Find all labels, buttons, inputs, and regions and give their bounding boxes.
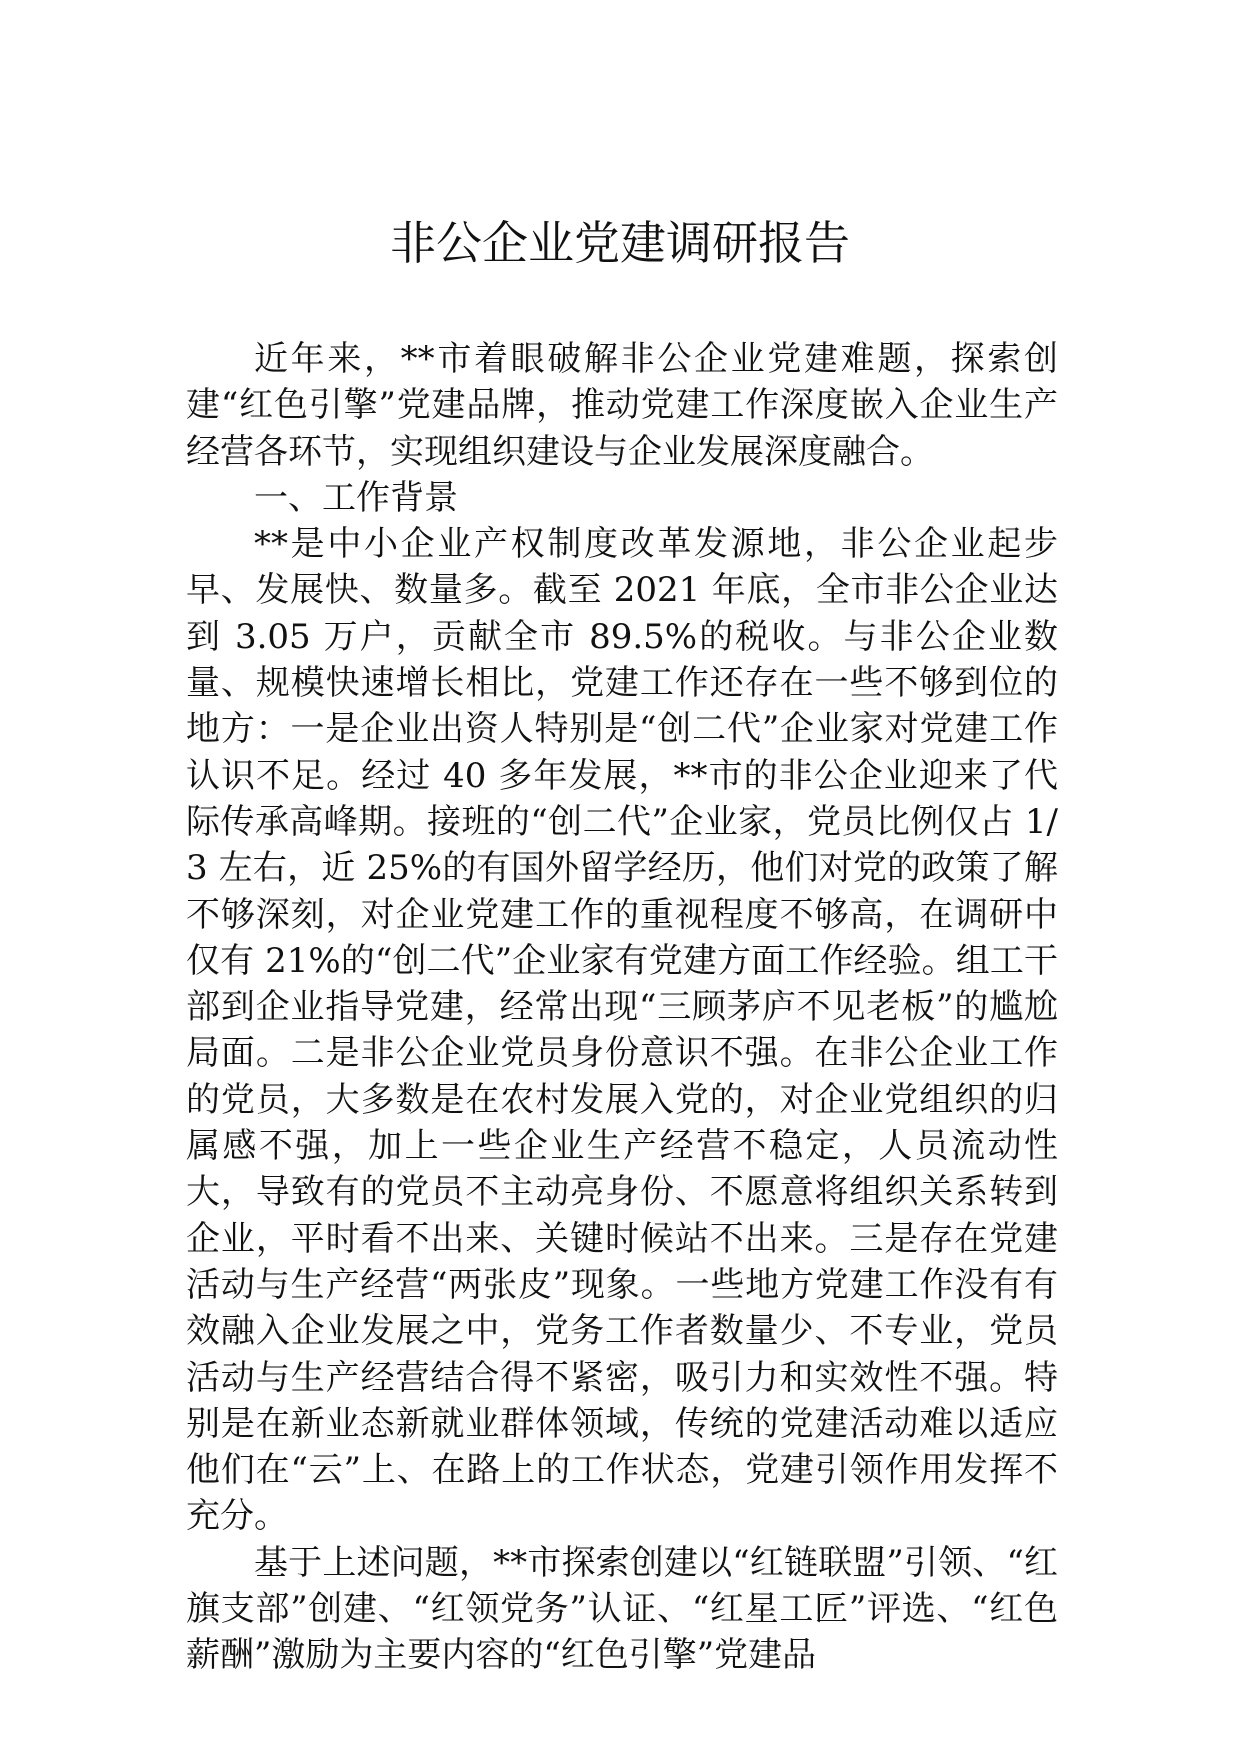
section-heading-background: 一、工作背景 [254, 477, 458, 518]
background-paragraph: **是中小企业产权制度改革发源地，非公企业起步早、发展快、数量多。截至 2021 年底，全市非公企业达到 3.05 万户，贡献全市 89.5%的税收。与非公企业数量、规模快速增长相比，党建工作还存在一些不够到位的地方：一是企业出资人特别是“创二代”企业家对党建工作认识不足。经过 40 多年发展，**市的非公企业迎来了代际传承高峰期。接班的“创二代”企业家，党员比例仅占 1/3 左右，近 25%的有国外留学经历，他们对党的政策了解不够深刻，对企业党建工作的重视程度不够高，在调研中仅有 21%的“创二代”企业家有党建方面工作经验。组工干部到企业指导党建，经常出现“三顾茅庐不见老板”的尴尬局面。二是非公企业党员身份意识不强。在非公企业工作的党员，大多数是在农村发展入党的，对企业党组织的归属感不强，加上一些企业生产经营不稳定，人员流动性大，导致有的党员不主动亮身份、不愿意将组织关系转到企业，平时看不出来、关键时候站不出来。三是存在党建活动与生产经营“两张皮”现象。一些地方党建工作没有有效融入企业发展之中，党务工作者数量少、不专业，党员活动与生产经营结合得不紧密，吸引力和实效性不强。特别是在新业态新就业群体领域，传统的党建活动难以适应他们在“云”上、在路上的工作状态，党建引领作用发挥不充分。 [186, 524, 1058, 1537]
document-body [186, 336, 1058, 1679]
intro-paragraph: 近年来，**市着眼破解非公企业党建难题，探索创建“红色引擎”党建品牌，推动党建工作深度嵌入企业生产经营各环节，实现组织建设与企业发展深度融合。 [186, 339, 1058, 472]
document-title: 非公企业党建调研报告 [390, 216, 850, 270]
approach-paragraph: 基于上述问题，**市探索创建以“红链联盟”引领、“红旗支部”创建、“红领党务”认证、“红星工匠”评选、“红色薪酬”激励为主要内容的“红色引擎”党建品 [186, 1542, 1058, 1676]
